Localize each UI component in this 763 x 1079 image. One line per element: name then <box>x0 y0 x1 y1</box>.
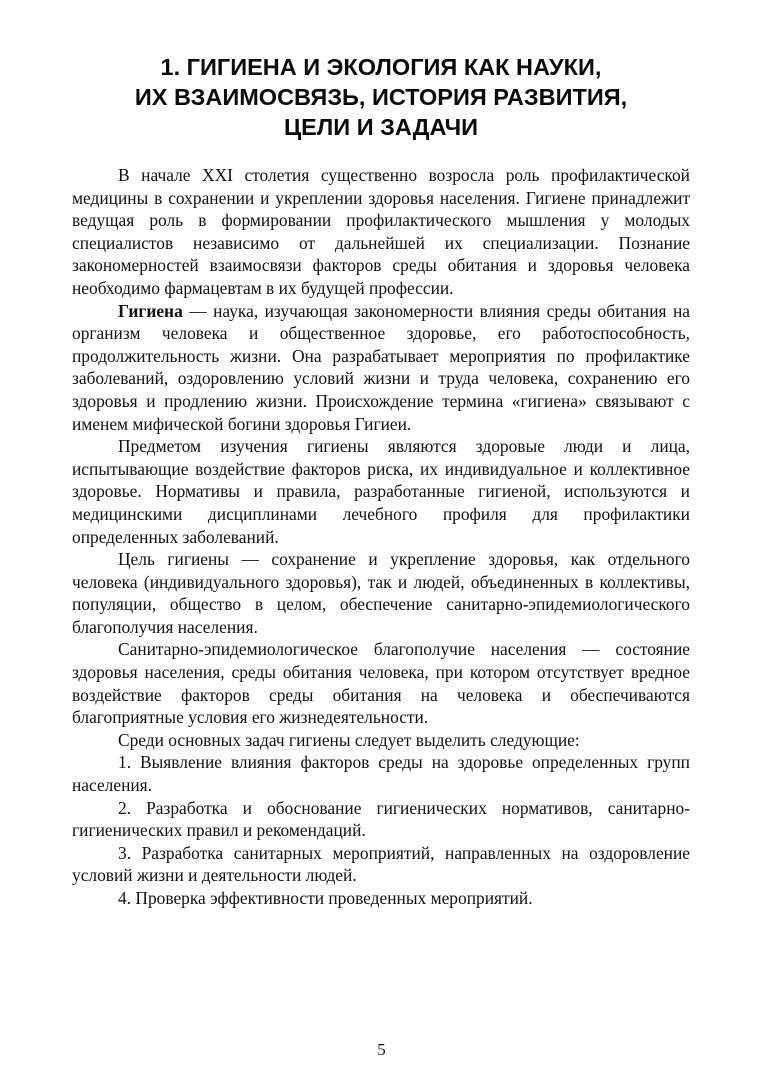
paragraph-goal: Цель гигиены — сохранение и укрепление здоровья, как отдельного человека (индивидуального здоровья), так и людей, объединенных в коллективы, популяции, общество в целом, обеспечение санитарно-эпидемиологического благополучия населения. <box>72 549 690 637</box>
paragraph-wellbeing: Санитарно-эпидемиологическое благополучие населения — состояние здоровья населения, среды обитания человека, при котором отсутствует вредное воздействие факторов среды обитания на человека и обеспечиваются благоприятные условия его жизнедеятельности. <box>72 639 690 728</box>
chapter-title-line-2: ИХ ВЗАИМОСВЯЗЬ, ИСТОРИЯ РАЗВИТИЯ, <box>134 84 628 110</box>
chapter-title-line-3: ЦЕЛИ И ЗАДАЧИ <box>283 114 479 140</box>
list-item-task-1: 1. Выявление влияния факторов среды на здоровье определенных групп населения. <box>72 752 690 796</box>
paragraph-intro: В начале XXI столетия существенно возросла роль профилактической медицины в сохранении и укреплении здоровья населения. Гигиене принадлежит ведущая роль в формировании профилактического мышления у молодых специалистов независимо от дальнейшей их специализации. Познание закономерностей взаимосвязи факторов среды обитания и здоровья человека необходимо фармацевтам в их будущей профессии. <box>72 165 690 298</box>
paragraph-hygiene-definition <box>72 300 690 436</box>
chapter-title-line-1: 1. ГИГИЕНА И ЭКОЛОГИЯ КАК НАУКИ, <box>160 54 602 80</box>
paragraph-subject: Предметом изучения гигиены являются здоровые люди и лица, испытывающие воздействие факторов риска, их индивидуальное и коллективное здоровье. Нормативы и правила, разработанные гигиеной, используются и медицинскими дисциплинами лечебного профиля для профилактики определенных заболеваний. <box>72 436 690 547</box>
hygiene-definition-text: — наука, изучающая закономерности влияния среды обитания на организм человека и общественное здоровье, его работоспособность, продолжительность жизни. Она разрабатывает мероприятия по профилактике заболеваний, оздоровлению условий жизни и труда человека, сохранению его здоровья и продлению жизни. Происхождение термина «гигиена» связывают с именем мифической богини здоровья Гигиеи. <box>72 300 690 434</box>
chapter-title <box>72 52 690 142</box>
list-item-task-4: 4. Проверка эффективности проведенных мероприятий. <box>118 888 533 908</box>
paragraph-tasks-intro: Среди основных задач гигиены следует выделить следующие: <box>118 729 580 750</box>
list-item-task-2: 2. Разработка и обоснование гигиенических нормативов, санитарно-гигиенических правил и рекомендаций. <box>72 797 690 841</box>
list-item-task-3: 3. Разработка санитарных мероприятий, направленных на оздоровление условий жизни и деятельности людей. <box>72 842 690 886</box>
body-text <box>72 164 690 910</box>
term-hygiene: Гигиена <box>118 300 183 321</box>
page-number: 5 <box>377 1040 386 1059</box>
document-page <box>72 52 690 910</box>
